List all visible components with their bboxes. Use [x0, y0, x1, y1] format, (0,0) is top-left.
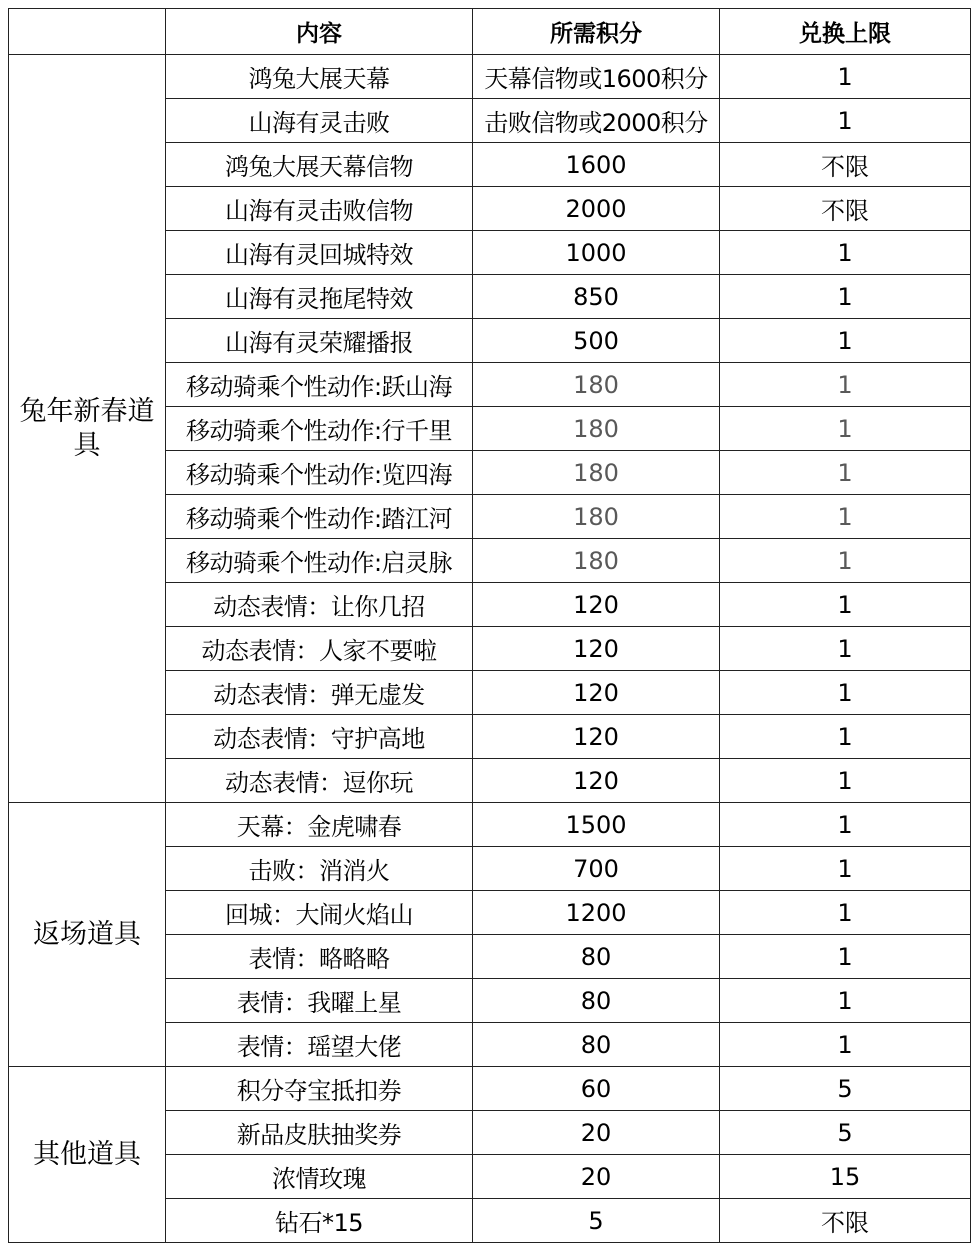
limit-cell: 5	[720, 1067, 971, 1111]
table-row	[9, 55, 971, 99]
cost-cell: 120	[473, 583, 720, 627]
cost-cell: 20	[473, 1155, 720, 1199]
content-cell: 移动骑乘个性动作:行千里	[166, 407, 473, 451]
cost-cell: 500	[473, 319, 720, 363]
limit-cell: 1	[720, 715, 971, 759]
limit-cell: 1	[720, 407, 971, 451]
content-cell: 移动骑乘个性动作:览四海	[166, 451, 473, 495]
table-row	[9, 803, 971, 847]
content-cell: 新品皮肤抽奖券	[166, 1111, 473, 1155]
cost-cell: 1600	[473, 143, 720, 187]
cost-cell: 20	[473, 1111, 720, 1155]
content-cell: 动态表情：弹无虚发	[166, 671, 473, 715]
cost-cell: 180	[473, 407, 720, 451]
cost-cell: 5	[473, 1199, 720, 1243]
content-cell: 鸿兔大展天幕	[166, 55, 473, 99]
cost-cell: 击败信物或2000积分	[473, 99, 720, 143]
table-row	[9, 1067, 971, 1111]
limit-cell: 5	[720, 1111, 971, 1155]
content-cell: 山海有灵拖尾特效	[166, 275, 473, 319]
content-cell: 击败：消消火	[166, 847, 473, 891]
content-cell: 浓情玫瑰	[166, 1155, 473, 1199]
category-cell: 兔年新春道具	[9, 55, 166, 803]
content-cell: 钻石*15	[166, 1199, 473, 1243]
limit-cell: 1	[720, 891, 971, 935]
cost-cell: 120	[473, 671, 720, 715]
limit-cell: 不限	[720, 187, 971, 231]
cost-cell: 60	[473, 1067, 720, 1111]
cost-cell: 120	[473, 627, 720, 671]
limit-cell: 1	[720, 671, 971, 715]
limit-cell: 1	[720, 1023, 971, 1067]
table-body	[9, 55, 971, 1243]
cost-cell: 天幕信物或1600积分	[473, 55, 720, 99]
content-cell: 山海有灵荣耀播报	[166, 319, 473, 363]
category-cell: 其他道具	[9, 1067, 166, 1243]
content-cell: 表情：我曜上星	[166, 979, 473, 1023]
limit-cell: 1	[720, 979, 971, 1023]
cost-cell: 120	[473, 759, 720, 803]
limit-cell: 1	[720, 583, 971, 627]
cost-cell: 700	[473, 847, 720, 891]
content-cell: 移动骑乘个性动作:踏江河	[166, 495, 473, 539]
content-cell: 回城：大闹火焰山	[166, 891, 473, 935]
content-cell: 鸿兔大展天幕信物	[166, 143, 473, 187]
content-cell: 山海有灵击败	[166, 99, 473, 143]
limit-cell: 1	[720, 935, 971, 979]
content-cell: 山海有灵回城特效	[166, 231, 473, 275]
content-cell: 积分夺宝抵扣券	[166, 1067, 473, 1111]
cost-cell: 80	[473, 1023, 720, 1067]
exchange-table	[8, 8, 971, 1243]
cost-cell: 180	[473, 363, 720, 407]
limit-cell: 不限	[720, 143, 971, 187]
content-cell: 动态表情：人家不要啦	[166, 627, 473, 671]
limit-cell: 不限	[720, 1199, 971, 1243]
limit-cell: 1	[720, 803, 971, 847]
content-cell: 表情：瑶望大佬	[166, 1023, 473, 1067]
cost-cell: 1000	[473, 231, 720, 275]
limit-cell: 1	[720, 275, 971, 319]
category-cell: 返场道具	[9, 803, 166, 1067]
content-cell: 移动骑乘个性动作:跃山海	[166, 363, 473, 407]
cost-cell: 80	[473, 979, 720, 1023]
limit-cell: 1	[720, 231, 971, 275]
header-category	[9, 9, 166, 55]
header-row	[9, 9, 971, 55]
limit-cell: 1	[720, 55, 971, 99]
cost-cell: 120	[473, 715, 720, 759]
limit-cell: 1	[720, 319, 971, 363]
content-cell: 动态表情：守护高地	[166, 715, 473, 759]
cost-cell: 180	[473, 539, 720, 583]
limit-cell: 1	[720, 759, 971, 803]
header-cost: 所需积分	[473, 9, 720, 55]
content-cell: 山海有灵击败信物	[166, 187, 473, 231]
cost-cell: 1200	[473, 891, 720, 935]
cost-cell: 850	[473, 275, 720, 319]
cost-cell: 1500	[473, 803, 720, 847]
limit-cell: 1	[720, 99, 971, 143]
cost-cell: 180	[473, 451, 720, 495]
content-cell: 动态表情：逗你玩	[166, 759, 473, 803]
content-cell: 动态表情：让你几招	[166, 583, 473, 627]
limit-cell: 1	[720, 451, 971, 495]
header-limit: 兑换上限	[720, 9, 971, 55]
content-cell: 天幕：金虎啸春	[166, 803, 473, 847]
cost-cell: 2000	[473, 187, 720, 231]
cost-cell: 180	[473, 495, 720, 539]
limit-cell: 1	[720, 495, 971, 539]
content-cell: 表情：略略略	[166, 935, 473, 979]
content-cell: 移动骑乘个性动作:启灵脉	[166, 539, 473, 583]
limit-cell: 15	[720, 1155, 971, 1199]
limit-cell: 1	[720, 627, 971, 671]
limit-cell: 1	[720, 847, 971, 891]
limit-cell: 1	[720, 539, 971, 583]
limit-cell: 1	[720, 363, 971, 407]
header-content: 内容	[166, 9, 473, 55]
cost-cell: 80	[473, 935, 720, 979]
